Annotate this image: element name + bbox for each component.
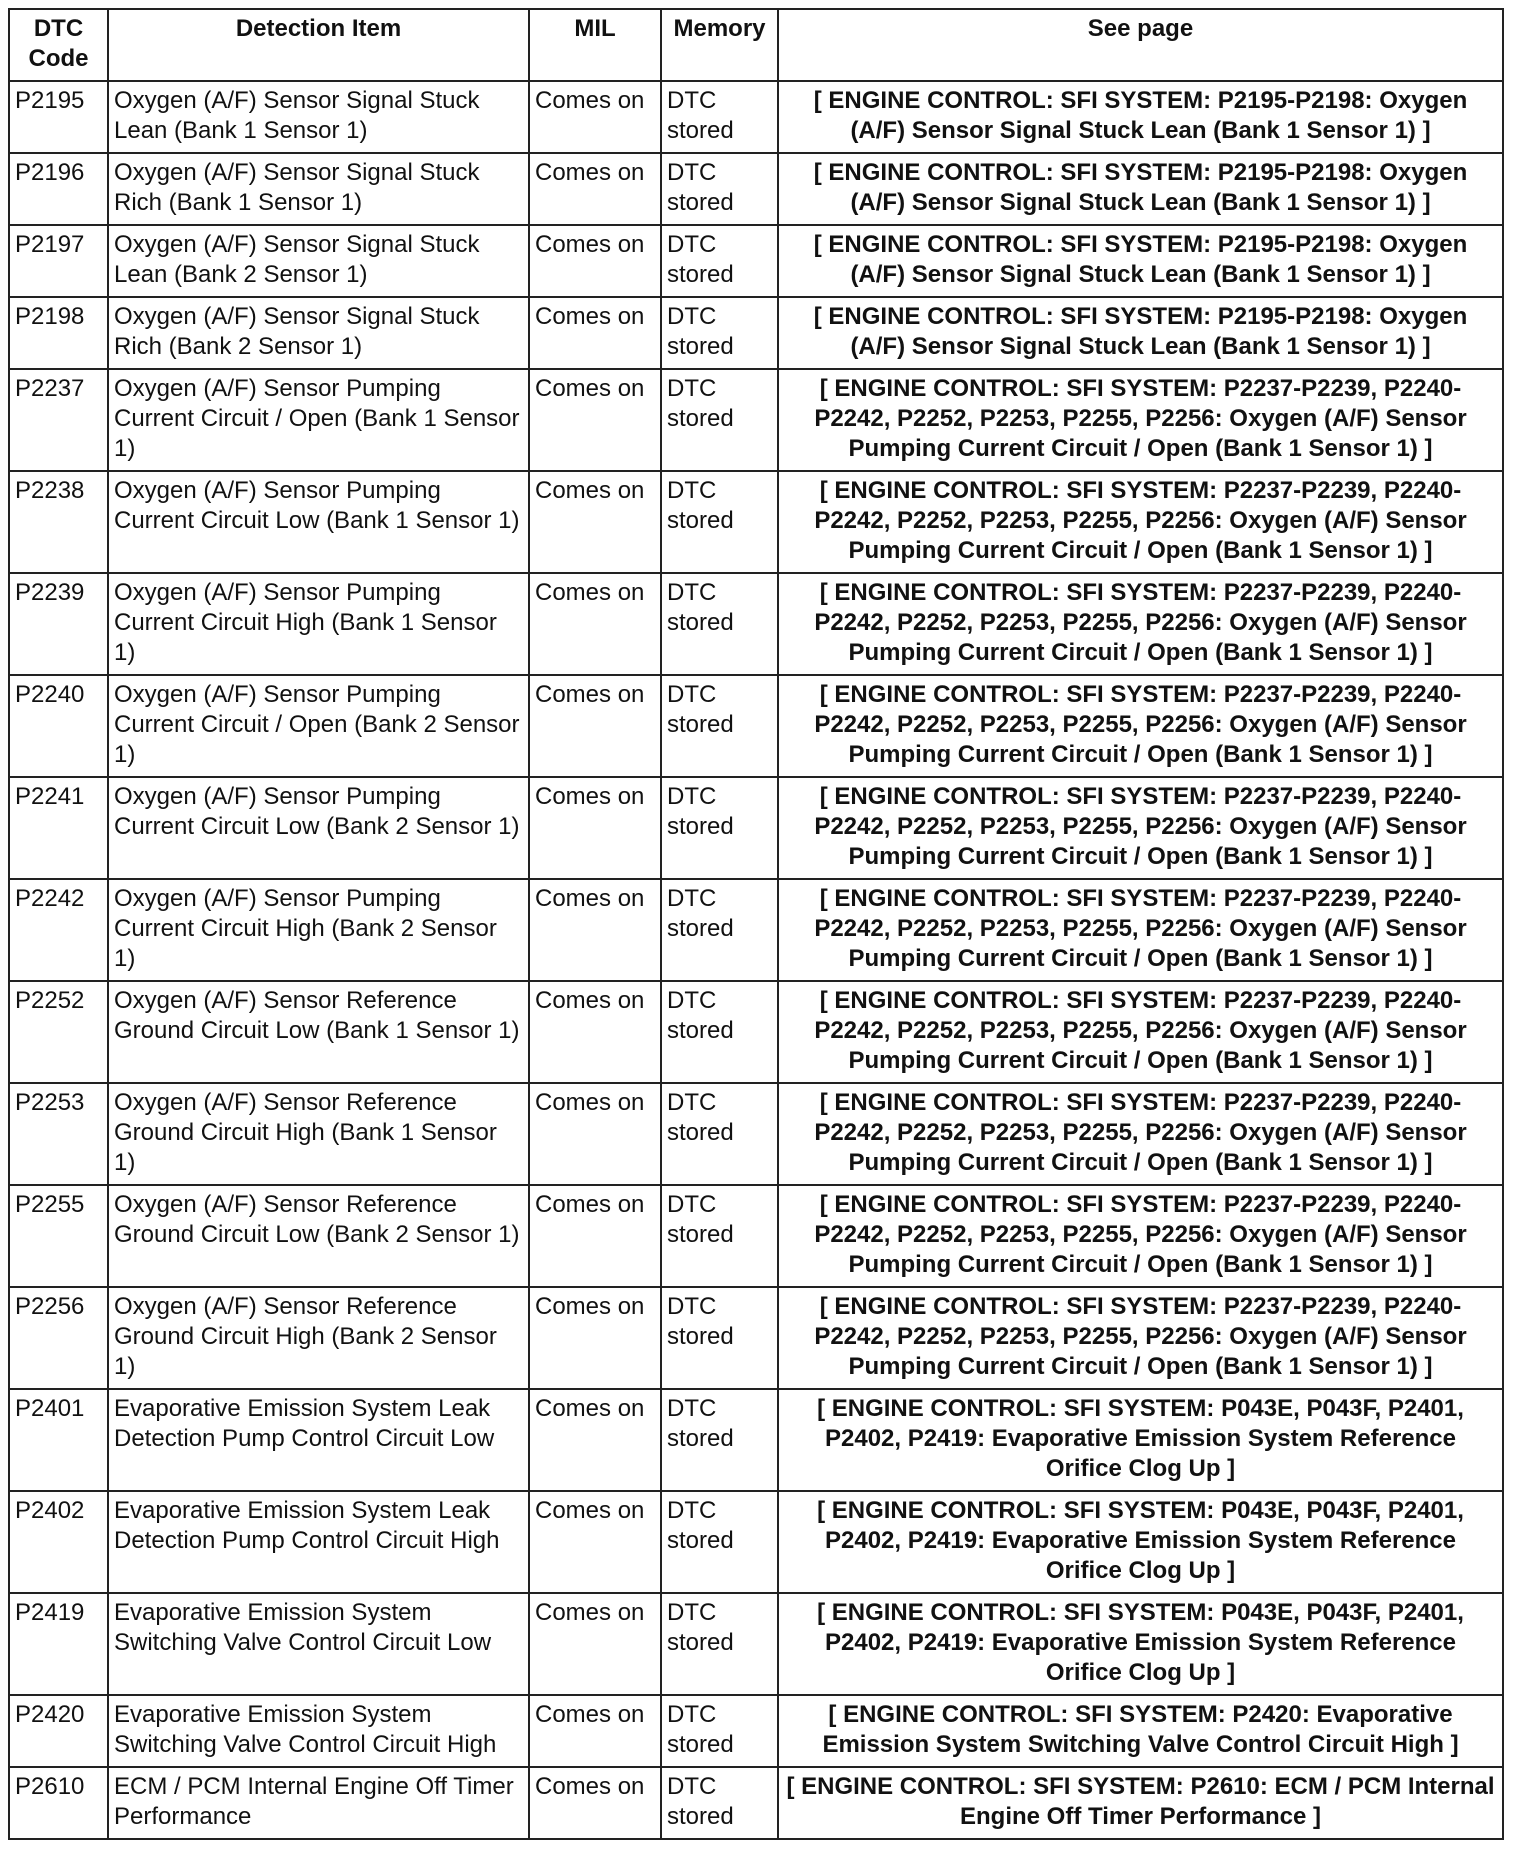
mil-status: Comes on <box>529 1083 661 1185</box>
dtc-code: P2610 <box>9 1767 108 1839</box>
detection-item: Oxygen (A/F) Sensor Signal Stuck Lean (Bank 1 Sensor 1) <box>108 81 529 153</box>
see-page-link[interactable]: [ ENGINE CONTROL: SFI SYSTEM: P2237-P2239, P2240-P2242, P2252, P2253, P2255, P2256: Oxygen (A/F) Sensor Pumping Current Circuit / Open (Bank 1 Sensor 1) ] <box>778 675 1503 777</box>
detection-item: Oxygen (A/F) Sensor Pumping Current Circuit / Open (Bank 2 Sensor 1) <box>108 675 529 777</box>
mil-status: Comes on <box>529 981 661 1083</box>
see-page-link[interactable]: [ ENGINE CONTROL: SFI SYSTEM: P2237-P2239, P2240-P2242, P2252, P2253, P2255, P2256: Oxygen (A/F) Sensor Pumping Current Circuit / Open (Bank 1 Sensor 1) ] <box>778 1185 1503 1287</box>
dtc-code: P2256 <box>9 1287 108 1389</box>
see-page-link[interactable]: [ ENGINE CONTROL: SFI SYSTEM: P2237-P2239, P2240-P2242, P2252, P2253, P2255, P2256: Oxygen (A/F) Sensor Pumping Current Circuit / Open (Bank 1 Sensor 1) ] <box>778 777 1503 879</box>
dtc-code: P2420 <box>9 1695 108 1767</box>
mil-status: Comes on <box>529 225 661 297</box>
dtc-code: P2252 <box>9 981 108 1083</box>
header-detection-item: Detection Item <box>108 9 529 81</box>
memory-status: DTC stored <box>661 471 778 573</box>
mil-status: Comes on <box>529 777 661 879</box>
mil-status: Comes on <box>529 1695 661 1767</box>
see-page-link[interactable]: [ ENGINE CONTROL: SFI SYSTEM: P2610: ECM / PCM Internal Engine Off Timer Performance ] <box>778 1767 1503 1839</box>
table-row <box>9 81 1503 153</box>
memory-status: DTC stored <box>661 1083 778 1185</box>
mil-status: Comes on <box>529 1491 661 1593</box>
detection-item: Oxygen (A/F) Sensor Pumping Current Circuit High (Bank 1 Sensor 1) <box>108 573 529 675</box>
see-page-link[interactable]: [ ENGINE CONTROL: SFI SYSTEM: P2420: Evaporative Emission System Switching Valve Control Circuit High ] <box>778 1695 1503 1767</box>
memory-status: DTC stored <box>661 1185 778 1287</box>
mil-status: Comes on <box>529 81 661 153</box>
detection-item: Oxygen (A/F) Sensor Signal Stuck Rich (Bank 1 Sensor 1) <box>108 153 529 225</box>
mil-status: Comes on <box>529 573 661 675</box>
header-row <box>9 9 1503 81</box>
memory-status: DTC stored <box>661 777 778 879</box>
table-row <box>9 1389 1503 1491</box>
table-row <box>9 225 1503 297</box>
mil-status: Comes on <box>529 675 661 777</box>
table-row <box>9 1083 1503 1185</box>
mil-status: Comes on <box>529 297 661 369</box>
dtc-code: P2196 <box>9 153 108 225</box>
dtc-code: P2401 <box>9 1389 108 1491</box>
dtc-code: P2197 <box>9 225 108 297</box>
dtc-table <box>8 8 1504 1840</box>
dtc-code: P2241 <box>9 777 108 879</box>
see-page-link[interactable]: [ ENGINE CONTROL: SFI SYSTEM: P2237-P2239, P2240-P2242, P2252, P2253, P2255, P2256: Oxygen (A/F) Sensor Pumping Current Circuit / Open (Bank 1 Sensor 1) ] <box>778 1083 1503 1185</box>
detection-item: Evaporative Emission System Leak Detection Pump Control Circuit High <box>108 1491 529 1593</box>
mil-status: Comes on <box>529 1287 661 1389</box>
dtc-code: P2238 <box>9 471 108 573</box>
memory-status: DTC stored <box>661 675 778 777</box>
dtc-table-container <box>8 8 1504 1840</box>
table-row <box>9 981 1503 1083</box>
memory-status: DTC stored <box>661 297 778 369</box>
see-page-link[interactable]: [ ENGINE CONTROL: SFI SYSTEM: P2195-P2198: Oxygen (A/F) Sensor Signal Stuck Lean (Bank 1 Sensor 1) ] <box>778 81 1503 153</box>
table-row <box>9 1287 1503 1389</box>
header-dtc-code: DTC Code <box>9 9 108 81</box>
table-row <box>9 1185 1503 1287</box>
detection-item: Evaporative Emission System Switching Valve Control Circuit High <box>108 1695 529 1767</box>
dtc-code: P2240 <box>9 675 108 777</box>
memory-status: DTC stored <box>661 1695 778 1767</box>
detection-item: Evaporative Emission System Switching Valve Control Circuit Low <box>108 1593 529 1695</box>
see-page-link[interactable]: [ ENGINE CONTROL: SFI SYSTEM: P2237-P2239, P2240-P2242, P2252, P2253, P2255, P2256: Oxygen (A/F) Sensor Pumping Current Circuit / Open (Bank 1 Sensor 1) ] <box>778 1287 1503 1389</box>
memory-status: DTC stored <box>661 1389 778 1491</box>
see-page-link[interactable]: [ ENGINE CONTROL: SFI SYSTEM: P2237-P2239, P2240-P2242, P2252, P2253, P2255, P2256: Oxygen (A/F) Sensor Pumping Current Circuit / Open (Bank 1 Sensor 1) ] <box>778 573 1503 675</box>
see-page-link[interactable]: [ ENGINE CONTROL: SFI SYSTEM: P2195-P2198: Oxygen (A/F) Sensor Signal Stuck Lean (Bank 1 Sensor 1) ] <box>778 153 1503 225</box>
table-row <box>9 573 1503 675</box>
see-page-link[interactable]: [ ENGINE CONTROL: SFI SYSTEM: P043E, P043F, P2401, P2402, P2419: Evaporative Emission System Reference Orifice Clog Up ] <box>778 1491 1503 1593</box>
memory-status: DTC stored <box>661 369 778 471</box>
table-row <box>9 1593 1503 1695</box>
table-row <box>9 777 1503 879</box>
table-row <box>9 879 1503 981</box>
see-page-link[interactable]: [ ENGINE CONTROL: SFI SYSTEM: P2195-P2198: Oxygen (A/F) Sensor Signal Stuck Lean (Bank 1 Sensor 1) ] <box>778 225 1503 297</box>
dtc-code: P2239 <box>9 573 108 675</box>
detection-item: Oxygen (A/F) Sensor Signal Stuck Rich (Bank 2 Sensor 1) <box>108 297 529 369</box>
header-mil: MIL <box>529 9 661 81</box>
memory-status: DTC stored <box>661 1593 778 1695</box>
header-see-page: See page <box>778 9 1503 81</box>
mil-status: Comes on <box>529 879 661 981</box>
table-row <box>9 1695 1503 1767</box>
mil-status: Comes on <box>529 1767 661 1839</box>
table-row <box>9 471 1503 573</box>
see-page-link[interactable]: [ ENGINE CONTROL: SFI SYSTEM: P043E, P043F, P2401, P2402, P2419: Evaporative Emission System Reference Orifice Clog Up ] <box>778 1593 1503 1695</box>
dtc-code: P2198 <box>9 297 108 369</box>
dtc-code: P2255 <box>9 1185 108 1287</box>
detection-item: ECM / PCM Internal Engine Off Timer Performance <box>108 1767 529 1839</box>
detection-item: Oxygen (A/F) Sensor Pumping Current Circuit Low (Bank 2 Sensor 1) <box>108 777 529 879</box>
table-row <box>9 1767 1503 1839</box>
table-row <box>9 675 1503 777</box>
detection-item: Oxygen (A/F) Sensor Reference Ground Circuit Low (Bank 1 Sensor 1) <box>108 981 529 1083</box>
mil-status: Comes on <box>529 369 661 471</box>
detection-item: Oxygen (A/F) Sensor Reference Ground Circuit Low (Bank 2 Sensor 1) <box>108 1185 529 1287</box>
mil-status: Comes on <box>529 1185 661 1287</box>
see-page-link[interactable]: [ ENGINE CONTROL: SFI SYSTEM: P2237-P2239, P2240-P2242, P2252, P2253, P2255, P2256: Oxygen (A/F) Sensor Pumping Current Circuit / Open (Bank 1 Sensor 1) ] <box>778 471 1503 573</box>
see-page-link[interactable]: [ ENGINE CONTROL: SFI SYSTEM: P2237-P2239, P2240-P2242, P2252, P2253, P2255, P2256: Oxygen (A/F) Sensor Pumping Current Circuit / Open (Bank 1 Sensor 1) ] <box>778 879 1503 981</box>
memory-status: DTC stored <box>661 81 778 153</box>
mil-status: Comes on <box>529 153 661 225</box>
mil-status: Comes on <box>529 471 661 573</box>
detection-item: Oxygen (A/F) Sensor Pumping Current Circuit / Open (Bank 1 Sensor 1) <box>108 369 529 471</box>
see-page-link[interactable]: [ ENGINE CONTROL: SFI SYSTEM: P2237-P2239, P2240-P2242, P2252, P2253, P2255, P2256: Oxygen (A/F) Sensor Pumping Current Circuit / Open (Bank 1 Sensor 1) ] <box>778 369 1503 471</box>
see-page-link[interactable]: [ ENGINE CONTROL: SFI SYSTEM: P043E, P043F, P2401, P2402, P2419: Evaporative Emission System Reference Orifice Clog Up ] <box>778 1389 1503 1491</box>
see-page-link[interactable]: [ ENGINE CONTROL: SFI SYSTEM: P2195-P2198: Oxygen (A/F) Sensor Signal Stuck Lean (Bank 1 Sensor 1) ] <box>778 297 1503 369</box>
table-row <box>9 369 1503 471</box>
header-memory: Memory <box>661 9 778 81</box>
memory-status: DTC stored <box>661 1767 778 1839</box>
detection-item: Oxygen (A/F) Sensor Signal Stuck Lean (Bank 2 Sensor 1) <box>108 225 529 297</box>
dtc-code: P2253 <box>9 1083 108 1185</box>
dtc-code: P2402 <box>9 1491 108 1593</box>
dtc-code: P2195 <box>9 81 108 153</box>
memory-status: DTC stored <box>661 225 778 297</box>
table-row <box>9 1491 1503 1593</box>
memory-status: DTC stored <box>661 153 778 225</box>
memory-status: DTC stored <box>661 879 778 981</box>
detection-item: Oxygen (A/F) Sensor Reference Ground Circuit High (Bank 2 Sensor 1) <box>108 1287 529 1389</box>
memory-status: DTC stored <box>661 1491 778 1593</box>
dtc-code: P2419 <box>9 1593 108 1695</box>
mil-status: Comes on <box>529 1389 661 1491</box>
detection-item: Oxygen (A/F) Sensor Pumping Current Circuit Low (Bank 1 Sensor 1) <box>108 471 529 573</box>
see-page-link[interactable]: [ ENGINE CONTROL: SFI SYSTEM: P2237-P2239, P2240-P2242, P2252, P2253, P2255, P2256: Oxygen (A/F) Sensor Pumping Current Circuit / Open (Bank 1 Sensor 1) ] <box>778 981 1503 1083</box>
memory-status: DTC stored <box>661 981 778 1083</box>
detection-item: Evaporative Emission System Leak Detection Pump Control Circuit Low <box>108 1389 529 1491</box>
memory-status: DTC stored <box>661 1287 778 1389</box>
mil-status: Comes on <box>529 1593 661 1695</box>
dtc-code: P2237 <box>9 369 108 471</box>
table-row <box>9 297 1503 369</box>
memory-status: DTC stored <box>661 573 778 675</box>
detection-item: Oxygen (A/F) Sensor Pumping Current Circuit High (Bank 2 Sensor 1) <box>108 879 529 981</box>
detection-item: Oxygen (A/F) Sensor Reference Ground Circuit High (Bank 1 Sensor 1) <box>108 1083 529 1185</box>
table-row <box>9 153 1503 225</box>
dtc-code: P2242 <box>9 879 108 981</box>
